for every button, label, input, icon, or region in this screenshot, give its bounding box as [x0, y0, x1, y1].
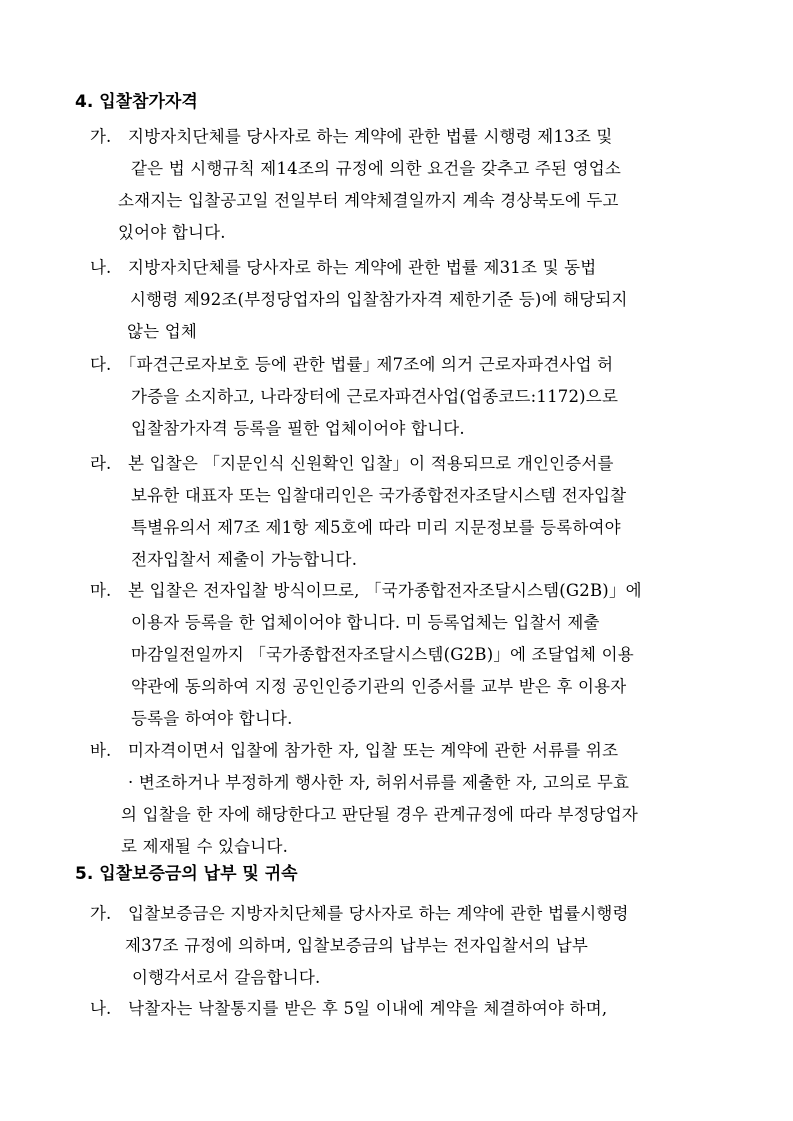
item-line: 같은 법 시행규칙 제14조의 규정에 의한 요건을 갖추고 주된 영업소 [131, 159, 622, 178]
item-line: 소재지는 입찰공고일 전일부터 계약체결일까지 계속 경상북도에 두고 [118, 191, 619, 210]
item-line: 제37조 규정에 의하며, 입찰보증금의 납부는 전자입찰서의 납부 [125, 936, 588, 955]
item-line: 않는 업체 [127, 322, 198, 341]
section-5-title: 5. 입찰보증금의 납부 및 귀속 [75, 864, 298, 884]
item-line: 있어야 합니다. [118, 223, 226, 242]
item-line: 등록을 하여야 합니다. [131, 709, 293, 728]
section-4-title: 4. 입찰참가자격 [75, 92, 198, 112]
item-marker: 나. [90, 999, 112, 1018]
item-marker: 마. [90, 581, 112, 600]
section-4-item-ra [90, 448, 730, 576]
item-line: 마감일전일까지 「국가종합전자조달시스템(G2B)」에 조달업체 이용 [131, 645, 634, 664]
section-4-item-ba [90, 735, 730, 863]
item-line: 입찰보증금은 지방자치단체를 당사자로 하는 계약에 관한 법률시행령 [128, 904, 629, 923]
item-line: 전자입찰서 제출이 가능합니다. [131, 550, 358, 569]
item-line: 본 입찰은 전자입찰 방식이므로, 「국가종합전자조달시스템(G2B)」에 [128, 581, 642, 600]
item-line: · 변조하거나 부정하게 행사한 자, 허위서류를 제출한 자, 고의로 무효 [128, 773, 630, 792]
item-line: 낙찰자는 낙찰통지를 받은 후 5일 이내에 계약을 체결하여야 하며, [128, 999, 608, 1018]
section-4-item-ga [90, 121, 730, 249]
section-4-item-ma [90, 575, 730, 735]
section-4-item-da [90, 349, 730, 445]
item-marker: 가. [90, 127, 112, 146]
item-line: 보유한 대표자 또는 입찰대리인은 국가종합전자조달시스템 전자입찰 [131, 486, 627, 505]
section-4-item-na [90, 252, 730, 348]
item-line: 약관에 동의하여 지정 공인인증기관의 인증서를 교부 받은 후 이용자 [131, 677, 627, 696]
item-line: 로 제재될 수 있습니다. [121, 837, 289, 856]
section-5-item-na [90, 993, 730, 1025]
section-5-item-ga [90, 898, 730, 994]
item-line: 특별유의서 제7조 제1항 제5호에 따라 미리 지문정보를 등록하여야 [131, 518, 621, 537]
item-line: 미자격이면서 입찰에 참가한 자, 입찰 또는 계약에 관한 서류를 위조 [128, 741, 619, 760]
item-marker: 바. [90, 741, 112, 760]
item-marker: 라. [90, 454, 112, 473]
item-line: ｢파견근로자보호 등에 관한 법률｣ 제7조에 의거 근로자파견사업 허 [128, 355, 614, 374]
item-line: 지방자치단체를 당사자로 하는 계약에 관한 법률 시행령 제13조 및 [128, 127, 613, 146]
item-line: 본 입찰은 「지문인식 신원확인 입찰」이 적용되므로 개인인증서를 [128, 454, 614, 473]
item-line: 가증을 소지하고, 나라장터에 근로자파견사업(업종코드:1172)으로 [131, 387, 619, 406]
item-line: 지방자치단체를 당사자로 하는 계약에 관한 법률 제31조 및 동법 [128, 258, 597, 277]
item-line: 이행각서로서 갈음합니다. [132, 968, 321, 987]
item-line: 이용자 등록을 한 업체이어야 합니다. 미 등록업체는 입찰서 제출 [131, 613, 600, 632]
item-line: 의 입찰을 한 자에 해당한다고 판단될 경우 관계규정에 따라 부정당업자 [121, 805, 639, 824]
item-marker: 다. [90, 355, 112, 374]
item-line: 시행령 제92조(부정당업자의 입찰참가자격 제한기준 등)에 해당되지 [130, 290, 628, 309]
item-marker: 나. [90, 258, 112, 277]
item-line: 입찰참가자격 등록을 필한 업체이어야 합니다. [131, 419, 465, 438]
item-marker: 가. [90, 904, 112, 923]
